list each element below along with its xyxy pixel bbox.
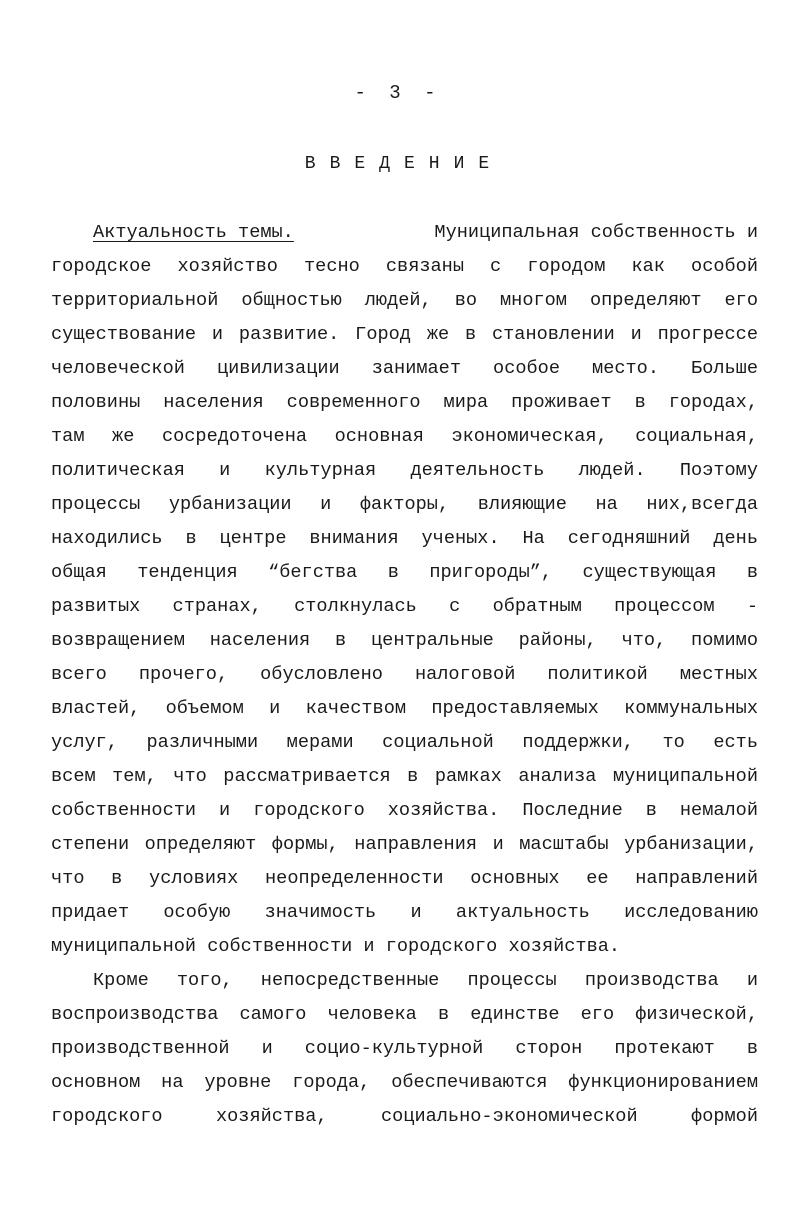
text-line: основном на уровне города, обеспечиваются функционированием (51, 1072, 758, 1093)
text-line: там же сосредоточена основная экономическая, социальная, (51, 426, 758, 447)
text-line: всем тем, что рассматривается в рамках анализа муниципальной (51, 766, 758, 787)
text-line: Кроме того, непосредственные процессы производства и (93, 970, 758, 991)
text-line: придает особую значимость и актуальность исследованию (51, 902, 758, 923)
text-line: политическая и культурная деятельность людей. Поэтому (51, 460, 758, 481)
page-title: ВВЕДЕНИЕ (304, 154, 504, 174)
text-line: процессы урбанизации и факторы, влияющие на них,всегда (51, 494, 758, 515)
text-line: общая тенденция “бегства в пригороды”, существующая в (51, 562, 758, 583)
text-line: возвращением населения в центральные районы, что, помимо (51, 630, 758, 651)
text-line: собственности и городского хозяйства. Последние в немалой (51, 800, 758, 821)
text-line: Муниципальная собственность и (434, 222, 758, 243)
text-line: что в условиях неопределенности основных ее направлений (51, 868, 758, 889)
text-line: городское хозяйство тесно связаны с городом как особой (51, 256, 758, 277)
text-line: существование и развитие. Город же в становлении и прогрессе (51, 324, 758, 345)
text-line: степени определяют формы, направления и масштабы урбанизации, (51, 834, 758, 855)
text-line: человеческой цивилизации занимает особое место. Больше (51, 358, 758, 379)
text-line: услуг, различными мерами социальной поддержки, то есть (51, 732, 758, 753)
text-line: воспроизводства самого человека в единстве его физической, (51, 1004, 758, 1025)
text-line: производственной и социо-культурной сторон протекают в (51, 1038, 758, 1059)
text-line: территориальной общностью людей, во многом определяют его (51, 290, 758, 311)
text-line: городского хозяйства, социально-экономической формой (51, 1106, 758, 1127)
text-line: половины населения современного мира проживает в городах, (51, 392, 758, 413)
text-line: развитых странах, столкнулась с обратным процессом - (51, 596, 758, 617)
body-text (51, 216, 758, 1134)
text-line: властей, объемом и качеством предоставляемых коммунальных (51, 698, 758, 719)
text-line: муниципальной собственности и городского хозяйства. (51, 936, 621, 957)
section-heading: Актуальность темы. (93, 222, 294, 243)
page-number: - 3 - (354, 82, 442, 104)
text-line: всего прочего, обусловлено налоговой политикой местных (51, 664, 758, 685)
text-line: находились в центре внимания ученых. На сегодняшний день (51, 528, 758, 549)
paragraph-first-line (51, 216, 758, 250)
